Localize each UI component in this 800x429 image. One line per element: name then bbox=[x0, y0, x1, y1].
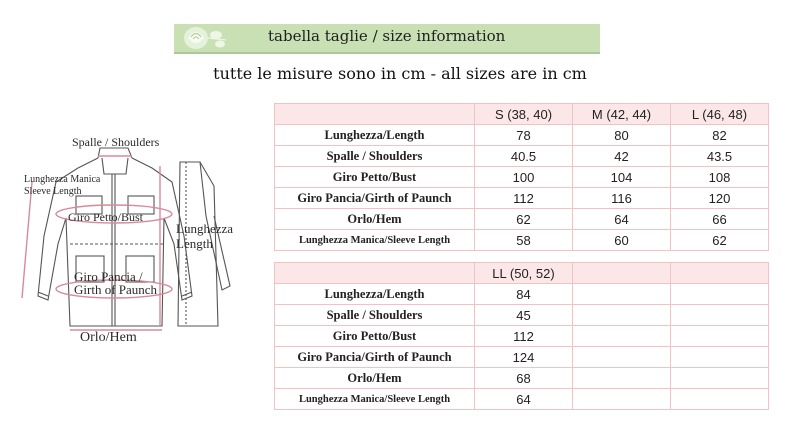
cell-value: 62 bbox=[671, 230, 769, 251]
header-blank-cell bbox=[275, 263, 475, 284]
cell-value: 112 bbox=[475, 326, 573, 347]
row-label: Spalle / Shoulders bbox=[275, 305, 475, 326]
table-header-row bbox=[275, 263, 769, 284]
row-label: Giro Pancia/Girth of Paunch bbox=[275, 347, 475, 368]
empty-cell bbox=[671, 389, 769, 410]
cell-value: 82 bbox=[671, 125, 769, 146]
cell-value: 43.5 bbox=[671, 146, 769, 167]
table-row bbox=[275, 209, 769, 230]
row-label: Lunghezza/Length bbox=[275, 125, 475, 146]
cell-value: 66 bbox=[671, 209, 769, 230]
cell-value: 64 bbox=[573, 209, 671, 230]
row-label: Lunghezza/Length bbox=[275, 284, 475, 305]
garment-diagram bbox=[18, 126, 258, 356]
empty-cell bbox=[671, 305, 769, 326]
paunch-label-line1: Giro Pancia / bbox=[74, 269, 143, 284]
cell-value: 108 bbox=[671, 167, 769, 188]
cell-value: 40.5 bbox=[475, 146, 573, 167]
header-blank-cell bbox=[275, 104, 475, 125]
table-row bbox=[275, 146, 769, 167]
row-label: Lunghezza Manica/Sleeve Length bbox=[275, 389, 475, 410]
cell-value: 120 bbox=[671, 188, 769, 209]
shoulders-label: Spalle / Shoulders bbox=[72, 135, 160, 149]
cell-value: 116 bbox=[573, 188, 671, 209]
cell-value: 58 bbox=[475, 230, 573, 251]
units-note: tutte le misure sono in cm - all sizes are in cm bbox=[213, 64, 587, 83]
header-size-ll: LL (50, 52) bbox=[475, 263, 573, 284]
cell-value: 100 bbox=[475, 167, 573, 188]
hem-label: Orlo/Hem bbox=[80, 330, 137, 345]
empty-cell bbox=[573, 347, 671, 368]
sleeve-label-line1: Lunghezza Manica bbox=[24, 174, 101, 185]
size-table-ll bbox=[274, 262, 769, 410]
table-row bbox=[275, 389, 769, 410]
cell-value: 112 bbox=[475, 188, 573, 209]
row-label: Orlo/Hem bbox=[275, 368, 475, 389]
cell-value: 124 bbox=[475, 347, 573, 368]
row-label: Giro Pancia/Girth of Paunch bbox=[275, 188, 475, 209]
empty-cell bbox=[671, 368, 769, 389]
page-title: tabella taglie / size information bbox=[268, 27, 506, 45]
header-empty-cell bbox=[573, 263, 671, 284]
cell-value: 45 bbox=[475, 305, 573, 326]
rose-icon bbox=[176, 20, 232, 56]
table-row bbox=[275, 347, 769, 368]
paunch-label-line2: Girth of Paunch bbox=[74, 282, 158, 297]
cell-value: 60 bbox=[573, 230, 671, 251]
row-label: Orlo/Hem bbox=[275, 209, 475, 230]
table-row bbox=[275, 230, 769, 251]
sleeve-label-line2: Sleeve Length bbox=[24, 186, 82, 197]
cell-value: 68 bbox=[475, 368, 573, 389]
bust-label: Giro Petto/Bust bbox=[68, 210, 144, 224]
header-size-s: S (38, 40) bbox=[475, 104, 573, 125]
table-row bbox=[275, 326, 769, 347]
row-label: Spalle / Shoulders bbox=[275, 146, 475, 167]
empty-cell bbox=[573, 368, 671, 389]
cell-value: 78 bbox=[475, 125, 573, 146]
cell-value: 42 bbox=[573, 146, 671, 167]
size-table-main bbox=[274, 103, 769, 251]
empty-cell bbox=[671, 326, 769, 347]
length-label-line2: Length bbox=[176, 236, 213, 251]
empty-cell bbox=[573, 326, 671, 347]
cell-value: 62 bbox=[475, 209, 573, 230]
cell-value: 80 bbox=[573, 125, 671, 146]
table-row bbox=[275, 368, 769, 389]
cell-value: 64 bbox=[475, 389, 573, 410]
header-size-l: L (46, 48) bbox=[671, 104, 769, 125]
header-empty-cell bbox=[671, 263, 769, 284]
row-label: Lunghezza Manica/Sleeve Length bbox=[275, 230, 475, 251]
table-header-row bbox=[275, 104, 769, 125]
cell-value: 104 bbox=[573, 167, 671, 188]
header-size-m: M (42, 44) bbox=[573, 104, 671, 125]
table-row bbox=[275, 167, 769, 188]
table-row bbox=[275, 125, 769, 146]
empty-cell bbox=[573, 389, 671, 410]
table-row bbox=[275, 188, 769, 209]
table-row bbox=[275, 284, 769, 305]
banner-underline bbox=[174, 52, 600, 54]
cell-value: 84 bbox=[475, 284, 573, 305]
empty-cell bbox=[671, 284, 769, 305]
length-label-line1: Lunghezza bbox=[176, 221, 234, 236]
empty-cell bbox=[573, 284, 671, 305]
row-label: Giro Petto/Bust bbox=[275, 167, 475, 188]
jacket-illustration bbox=[18, 126, 258, 356]
row-label: Giro Petto/Bust bbox=[275, 326, 475, 347]
empty-cell bbox=[573, 305, 671, 326]
empty-cell bbox=[671, 347, 769, 368]
table-row bbox=[275, 305, 769, 326]
